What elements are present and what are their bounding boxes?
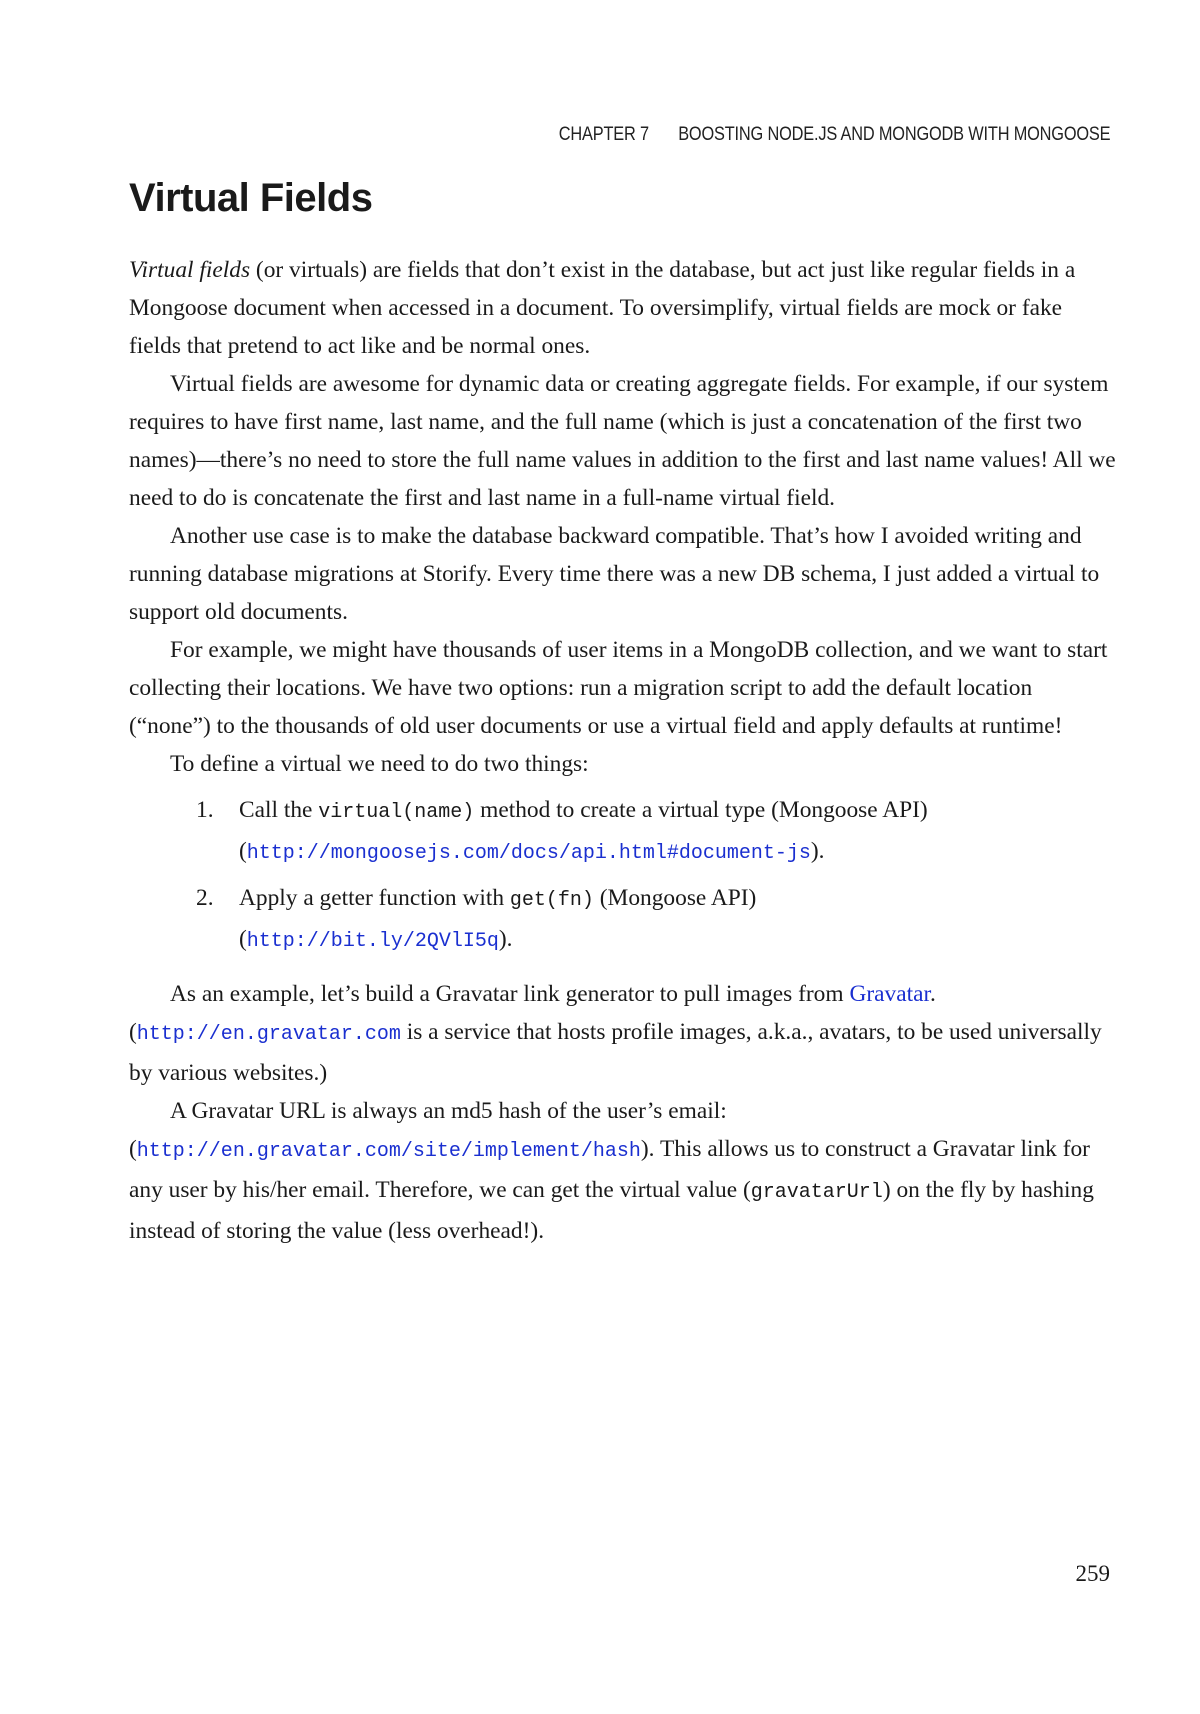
list-number: 2.	[196, 885, 214, 911]
term-virtual-fields: Virtual fields	[129, 257, 251, 283]
chapter-label: CHAPTER 7	[558, 124, 649, 145]
chapter-title: BOOSTING NODE.JS AND MONGODB WITH MONGOOSE	[677, 124, 1110, 145]
link-gravatar[interactable]: Gravatar	[849, 981, 930, 1007]
steps-list	[129, 791, 939, 961]
paragraph-gravatar-example: As an example, let’s build a Gravatar link generator to pull images from Gravatar. (http://en.gravatar.com is a service that hosts profile images, a.k.a., avatars, to be used universally by various websites.)	[129, 981, 1102, 1086]
link-mongoose-api-docs[interactable]: http://mongoosejs.com/docs/api.html#document-js	[246, 842, 811, 865]
paragraph-backward-compatible: Another use case is to make the database backward compatible. That’s how I avoided writing and running database migrations at Storify. Every time there was a new DB schema, I just added a virtual to support old documents.	[129, 523, 1100, 625]
link-gravatar-hash[interactable]: http://en.gravatar.com/site/implement/hash	[136, 1140, 641, 1163]
code-gravatar-url: gravatarUrl	[750, 1181, 883, 1204]
list-item: 1. Call the virtual(name) method to create a virtual type (Mongoose API) (http://mongoosejs.com/docs/api.html#document-js).	[239, 791, 939, 873]
link-en-gravatar[interactable]: http://en.gravatar.com	[136, 1023, 401, 1046]
running-header	[558, 124, 1110, 146]
paragraph-gravatar-url: A Gravatar URL is always an md5 hash of the user’s email: (http://en.gravatar.com/site/implement/hash). This allows us to construct a Gravatar link for any user by his/her email. Therefore, we can get the virtual value (gravatarUrl) on the fly by hashing instead of storing the value (less overhead!).	[129, 1098, 1094, 1244]
paragraph-intro: Virtual fields (or virtuals) are fields that don’t exist in the database, but act just like regular fields in a Mongoose document when accessed in a document. To oversimplify, virtual fields are mock or fake fields that pretend to act like and be normal ones.	[129, 257, 1076, 359]
code-virtual-name: virtual(name)	[318, 801, 475, 824]
link-bitly-getter[interactable]: http://bit.ly/2QVlI5q	[246, 930, 499, 953]
code-get-fn: get(fn)	[509, 889, 594, 912]
section-title: Virtual Fields	[129, 176, 373, 220]
body-text	[129, 251, 1119, 1250]
paragraph-locations-example: For example, we might have thousands of user items in a MongoDB collection, and we want to start collecting their locations. We have two options: run a migration script to add the default location (“none”) to the thousands of old user documents or use a virtual field and apply defaults at runtime!	[129, 637, 1108, 739]
paragraph-define-virtual: To define a virtual we need to do two things:	[170, 751, 589, 777]
list-number: 1.	[196, 797, 214, 823]
page-number: 259	[1075, 1561, 1110, 1586]
paragraph-dynamic-data: Virtual fields are awesome for dynamic data or creating aggregate fields. For example, if our system requires to have first name, last name, and the full name (which is just a concatenation of the first two names)—there’s no need to store the full name values in addition to the first and last name values! All we need to do is concatenate the first and last name in a full-name virtual field.	[129, 371, 1116, 511]
list-item: 2. Apply a getter function with get(fn) (Mongoose API) (http://bit.ly/2QVlI5q).	[239, 879, 939, 961]
